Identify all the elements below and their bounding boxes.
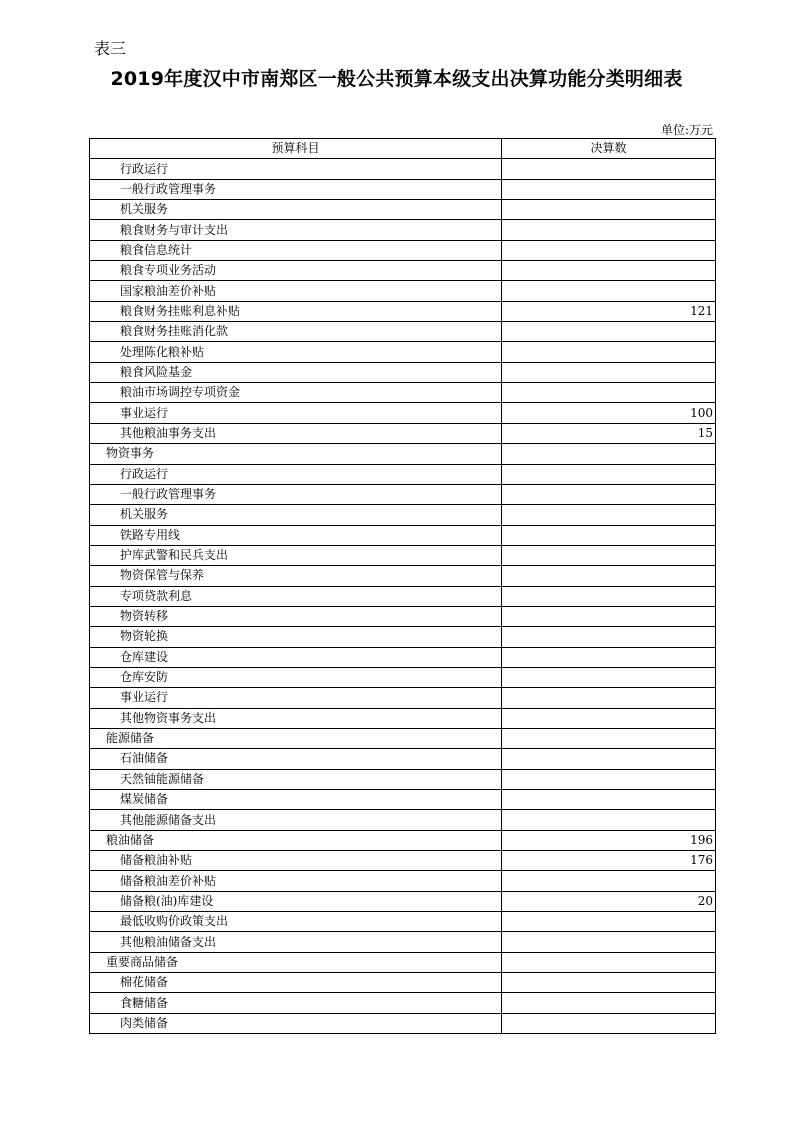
table-row: [90, 179, 716, 199]
table-row: [90, 240, 716, 260]
header-budget-subject: 预算科目: [90, 139, 502, 159]
table-row: [90, 728, 716, 748]
final-amount-cell: [502, 912, 716, 932]
table-row: [90, 932, 716, 952]
budget-subject-cell: 一般行政管理事务: [90, 484, 502, 504]
budget-subject-cell: 物资事务: [90, 444, 502, 464]
table-row: [90, 423, 716, 443]
budget-subject-cell: 煤炭储备: [90, 790, 502, 810]
table-row: [90, 830, 716, 850]
budget-subject-cell: 一般行政管理事务: [90, 179, 502, 199]
final-amount-cell: [502, 810, 716, 830]
final-amount-cell: [502, 932, 716, 952]
table-row: [90, 261, 716, 281]
final-amount-cell: [502, 708, 716, 728]
budget-subject-cell: 粮食财务挂账消化款: [90, 322, 502, 342]
table-row: [90, 749, 716, 769]
budget-subject-cell: 其他能源储备支出: [90, 810, 502, 830]
final-amount-cell: [502, 871, 716, 891]
budget-subject-cell: 机关服务: [90, 505, 502, 525]
table-row: [90, 891, 716, 911]
final-amount-cell: [502, 464, 716, 484]
final-amount-cell: [502, 566, 716, 586]
budget-subject-cell: 粮食财务与审计支出: [90, 220, 502, 240]
final-amount-cell: [502, 484, 716, 504]
budget-subject-cell: 机关服务: [90, 200, 502, 220]
budget-subject-cell: 国家粮油差价补贴: [90, 281, 502, 301]
table-row: [90, 993, 716, 1013]
budget-subject-cell: 粮食风险基金: [90, 362, 502, 382]
final-amount-cell: [502, 281, 716, 301]
budget-subject-cell: 其他粮油事务支出: [90, 423, 502, 443]
budget-subject-cell: 事业运行: [90, 403, 502, 423]
table-row: [90, 383, 716, 403]
table-row: [90, 403, 716, 423]
budget-subject-cell: 石油储备: [90, 749, 502, 769]
budget-subject-cell: 粮食信息统计: [90, 240, 502, 260]
final-amount-cell: [502, 993, 716, 1013]
final-amount-cell: [502, 688, 716, 708]
final-amount-cell: [502, 749, 716, 769]
budget-subject-cell: 肉类储备: [90, 1013, 502, 1033]
table-row: [90, 627, 716, 647]
table-row: [90, 301, 716, 321]
final-amount-cell: [502, 667, 716, 687]
budget-subject-cell: 粮食专项业务活动: [90, 261, 502, 281]
final-amount-cell: 15: [502, 423, 716, 443]
table-row: [90, 1013, 716, 1033]
final-amount-cell: [502, 362, 716, 382]
budget-subject-cell: 护库武警和民兵支出: [90, 545, 502, 565]
budget-table: [89, 138, 716, 1034]
final-amount-cell: 100: [502, 403, 716, 423]
final-amount-cell: [502, 200, 716, 220]
table-row: [90, 220, 716, 240]
table-row: [90, 769, 716, 789]
final-amount-cell: 176: [502, 851, 716, 871]
table-row: [90, 200, 716, 220]
final-amount-cell: 121: [502, 301, 716, 321]
table-row: [90, 464, 716, 484]
table-row: [90, 525, 716, 545]
budget-subject-cell: 仓库建设: [90, 647, 502, 667]
document-title: 2019年度汉中市南郑区一般公共预算本级支出决算功能分类明细表: [110, 68, 683, 90]
table-body: [90, 159, 716, 1034]
budget-subject-cell: 其他物资事务支出: [90, 708, 502, 728]
table-row: [90, 871, 716, 891]
budget-subject-cell: 其他粮油储备支出: [90, 932, 502, 952]
table-row: [90, 647, 716, 667]
final-amount-cell: [502, 952, 716, 972]
table-header-row: [90, 139, 716, 159]
table-row: [90, 159, 716, 179]
table-row: [90, 545, 716, 565]
table-row: [90, 912, 716, 932]
final-amount-cell: [502, 1013, 716, 1033]
final-amount-cell: [502, 342, 716, 362]
final-amount-cell: 20: [502, 891, 716, 911]
table-row: [90, 851, 716, 871]
budget-subject-cell: 棉花储备: [90, 973, 502, 993]
table-row: [90, 667, 716, 687]
table-row: [90, 790, 716, 810]
budget-subject-cell: 物资轮换: [90, 627, 502, 647]
final-amount-cell: [502, 220, 716, 240]
table-row: [90, 281, 716, 301]
budget-subject-cell: 粮油储备: [90, 830, 502, 850]
final-amount-cell: [502, 240, 716, 260]
budget-subject-cell: 事业运行: [90, 688, 502, 708]
final-amount-cell: [502, 545, 716, 565]
table-row: [90, 810, 716, 830]
budget-subject-cell: 铁路专用线: [90, 525, 502, 545]
budget-subject-cell: 行政运行: [90, 159, 502, 179]
table-row: [90, 484, 716, 504]
header-final-amount: 决算数: [502, 139, 716, 159]
final-amount-cell: [502, 322, 716, 342]
final-amount-cell: [502, 525, 716, 545]
table-number-label: 表三: [94, 39, 127, 58]
table-row: [90, 606, 716, 626]
budget-subject-cell: 天然铀能源储备: [90, 769, 502, 789]
table-row: [90, 505, 716, 525]
final-amount-cell: [502, 505, 716, 525]
budget-subject-cell: 最低收购价政策支出: [90, 912, 502, 932]
table-row: [90, 973, 716, 993]
final-amount-cell: [502, 728, 716, 748]
budget-subject-cell: 粮油市场调控专项资金: [90, 383, 502, 403]
budget-subject-cell: 储备粮(油)库建设: [90, 891, 502, 911]
budget-subject-cell: 专项贷款利息: [90, 586, 502, 606]
final-amount-cell: [502, 973, 716, 993]
budget-subject-cell: 物资保管与保养: [90, 566, 502, 586]
table-row: [90, 444, 716, 464]
budget-subject-cell: 食糖储备: [90, 993, 502, 1013]
final-amount-cell: [502, 159, 716, 179]
final-amount-cell: 196: [502, 830, 716, 850]
unit-label: 单位:万元: [660, 123, 713, 137]
table-row: [90, 586, 716, 606]
table-row: [90, 952, 716, 972]
budget-subject-cell: 储备粮油补贴: [90, 851, 502, 871]
budget-subject-cell: 仓库安防: [90, 667, 502, 687]
budget-subject-cell: 物资转移: [90, 606, 502, 626]
final-amount-cell: [502, 444, 716, 464]
final-amount-cell: [502, 586, 716, 606]
table-row: [90, 342, 716, 362]
table-row: [90, 362, 716, 382]
table-row: [90, 708, 716, 728]
final-amount-cell: [502, 790, 716, 810]
final-amount-cell: [502, 383, 716, 403]
budget-subject-cell: 能源储备: [90, 728, 502, 748]
table-row: [90, 566, 716, 586]
final-amount-cell: [502, 647, 716, 667]
final-amount-cell: [502, 769, 716, 789]
budget-subject-cell: 储备粮油差价补贴: [90, 871, 502, 891]
budget-subject-cell: 处理陈化粮补贴: [90, 342, 502, 362]
table-row: [90, 322, 716, 342]
final-amount-cell: [502, 606, 716, 626]
budget-subject-cell: 行政运行: [90, 464, 502, 484]
budget-subject-cell: 粮食财务挂账利息补贴: [90, 301, 502, 321]
final-amount-cell: [502, 261, 716, 281]
final-amount-cell: [502, 179, 716, 199]
budget-subject-cell: 重要商品储备: [90, 952, 502, 972]
table-row: [90, 688, 716, 708]
final-amount-cell: [502, 627, 716, 647]
